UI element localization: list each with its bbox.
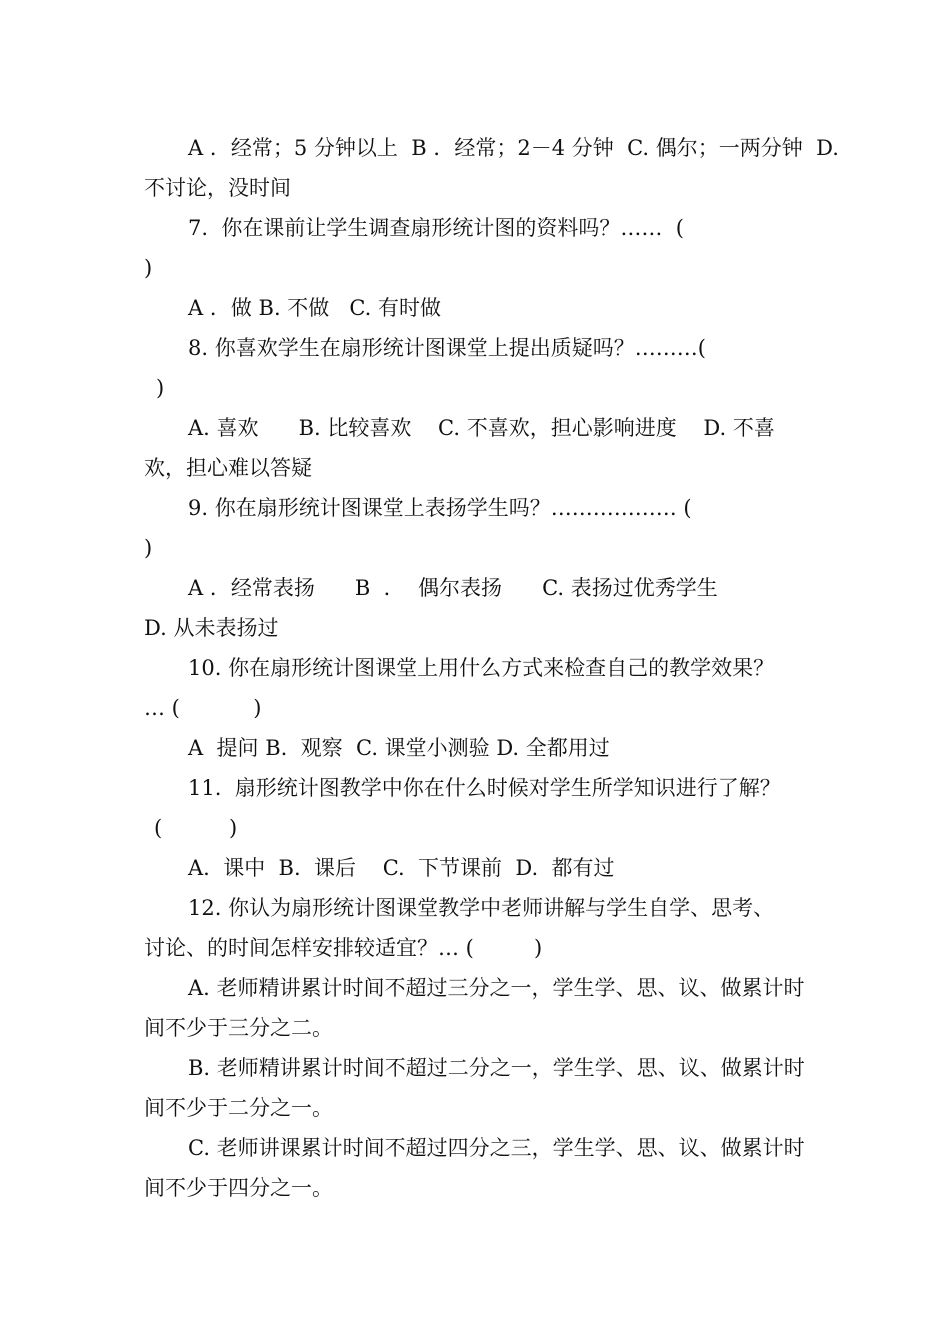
q8-options-line1: A. 喜欢 B. 比较喜欢 C. 不喜欢，担心影响进度 D. 不喜 (188, 416, 775, 440)
q12-option-c-line1: C. 老师讲课累计时间不超过四分之三，学生学、思、议、做累计时 (188, 1136, 805, 1160)
q12-option-a-line2: 间不少于三分之二。 (144, 1016, 333, 1040)
q11-text: 11. 扇形统计图教学中你在什么时候对学生所学知识进行了解？ (188, 776, 781, 800)
q10-paren: … ( ) (144, 696, 262, 720)
q12-option-b-line2: 间不少于二分之一。 (144, 1096, 333, 1120)
q10-text: 10. 你在扇形统计图课堂上用什么方式来检查自己的教学效果？ (188, 656, 775, 680)
q7-options: A ．做 B. 不做 C. 有时做 (188, 296, 441, 320)
q9-paren: ) (144, 536, 153, 560)
q9-text: 9. 你在扇形统计图课堂上表扬学生吗？……………… ( (188, 496, 692, 520)
q8-text: 8. 你喜欢学生在扇形统计图课堂上提出质疑吗？………( (188, 336, 706, 360)
q7-text: 7. 你在课前让学生调查扇形统计图的资料吗？…… ( (188, 216, 684, 240)
q12-text-line1: 12. 你认为扇形统计图课堂教学中老师讲解与学生自学、思考、 (188, 896, 775, 920)
q7-paren: ) (144, 256, 153, 280)
q8-options-line2: 欢，担心难以答疑 (144, 456, 312, 480)
q12-option-b-line1: B. 老师精讲累计时间不超过二分之一，学生学、思、议、做累计时 (188, 1056, 805, 1080)
q9-options-line1: A ．经常表扬 B ． 偶尔表扬 C. 表扬过优秀学生 (188, 576, 718, 600)
q12-option-c-line2: 间不少于四分之一。 (144, 1176, 333, 1200)
q12-text-line2: 讨论、的时间怎样安排较适宜？… ( ) (144, 936, 543, 960)
q6-options-line2: 不讨论，没时间 (144, 176, 291, 200)
q11-paren: ( ) (154, 816, 238, 840)
q11-options: A. 课中 B. 课后 C. 下节课前 D. 都有过 (188, 856, 615, 880)
q12-option-a-line1: A. 老师精讲累计时间不超过三分之一，学生学、思、议、做累计时 (188, 976, 805, 1000)
q8-paren: ) (156, 376, 165, 400)
q10-options: A 提问 B. 观察 C. 课堂小测验 D. 全都用过 (188, 736, 610, 760)
q9-options-line2: D. 从未表扬过 (144, 616, 279, 640)
q6-options-line1: A ．经常；5 分钟以上 B ．经常；2－4 分钟 C. 偶尔；一两分钟 D. (188, 136, 839, 160)
